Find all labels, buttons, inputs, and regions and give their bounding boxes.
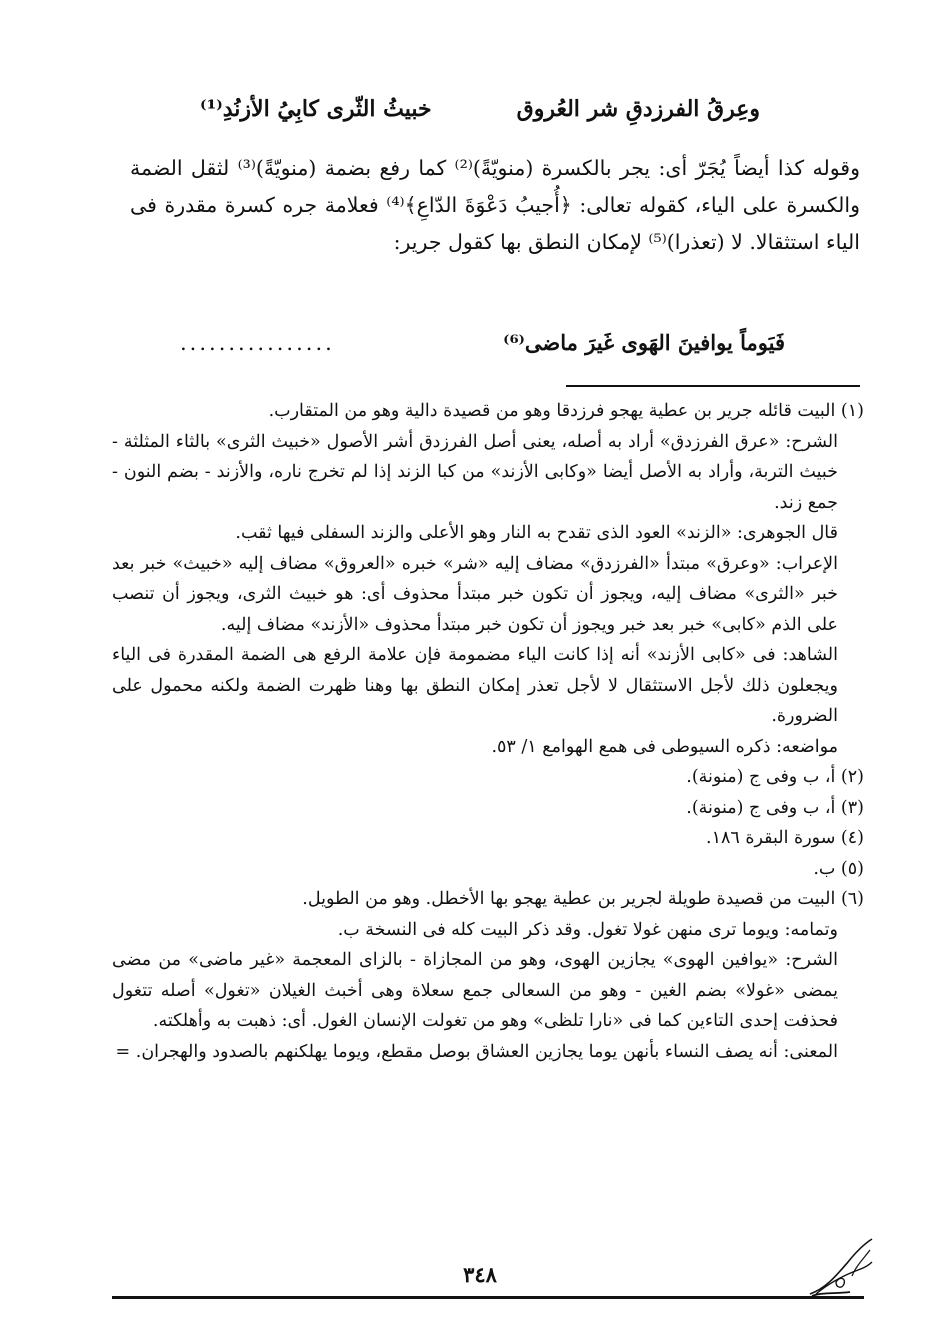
footnote-line: (٢) أ، ب وفى ج (منونة). bbox=[686, 767, 864, 787]
footnote-line: (٥) ب. bbox=[813, 858, 864, 879]
bottom-rule bbox=[112, 1296, 864, 1299]
footnote-line: وتمامه: ويوما ترى منهن غولا تغول. وقد ذكر البيت كله فى النسخة ب. bbox=[337, 919, 838, 940]
verse-left-hemistich: خبيثُ الثّرى كابِيُ الأزنُدِ⁽¹⁾ bbox=[200, 96, 432, 122]
verse-right-hemistich: وعِرقُ الفرزدقِ شر العُروق bbox=[516, 96, 760, 122]
footnote-separator bbox=[566, 385, 860, 387]
poetry-verse bbox=[200, 96, 760, 136]
poetry-verse-second bbox=[180, 330, 785, 366]
page-number: ٣٤٨ bbox=[463, 1262, 497, 1287]
verse-hemistich: فَيَوماً يوافينَ الهَوى غَيرَ ماضى⁽⁶⁾ bbox=[503, 330, 785, 355]
footnote-line: المعنى: أنه يصف النساء بأنهن يوما يجازين العشاق بوصل مقطع، ويوما يهلكنهم بالصدود والهجران. = bbox=[115, 1041, 838, 1062]
footnote-line: مواضعه: ذكره السيوطى فى همع الهوامع ١/ ٥٣. bbox=[491, 736, 838, 757]
footnote-line: (٦) البيت من قصيدة طويلة لجرير بن عطية يهجو بها الأخطل. وهو من الطويل. bbox=[302, 889, 864, 909]
footnote-line: الإعراب: «وعرق» مبتدأ «الفرزدق» مضاف إليه «شر» خبره «العروق» مضاف إليه «خبيث» خبر بعد خبر «الثرى» مضاف إليه، ويجوز أن تكون خبر مبتدأ محذوف أى: هو خبيث الثرى، ويجوز أن تنصب على الذم «كابى» خبر بعد خبر ويجوز أن تكون خبر مبتدأ محذوف «الأزند» مضاف إليه. bbox=[112, 553, 838, 635]
footnote-line: قال الجوهرى: «الزند» العود الذى تقدح به النار وهو الأعلى والزند السفلى فيها ثقب. bbox=[235, 523, 838, 543]
footnote-line: الشرح: «عرق الفرزدق» أراد به أصله، يعنى أصل الفرزدق أشر الأصول «خبيث الثرى» بالثاء المثلثة - خبيث التربة، وأراد به الأصل أيضا «وكابى الأزند» من كبا الزند إذا لم تخرج ناره، والأزند - بضم النون - جمع زند. bbox=[112, 431, 838, 513]
footnotes bbox=[112, 396, 864, 1067]
main-paragraph bbox=[130, 150, 860, 261]
footnote-line: (٤) سورة البقرة ١٨٦. bbox=[705, 828, 864, 848]
footnote-line: (١) البيت قائله جرير بن عطية يهجو فرزدقا وهو من قصيدة دالية وهو من المتقارب. bbox=[268, 401, 864, 421]
main-paragraph-text: وقوله كذا أيضاً يُجَرّ أى: يجر بالكسرة (منويّةً)⁽²⁾ كما رفع بضمة (منويّةً)⁽³⁾ لثقل الضمة والكسرة على الياء، كقوله تعالى: ﴿أُجيبُ دَعْوَةَ الدّاعِ﴾⁽⁴⁾ فعلامة جره كسرة مقدرة فى الياء استثقالا. لا (تعذرا)⁽⁵⁾ لإمكان النطق بها كقول جرير: bbox=[130, 156, 860, 254]
footnote-line: (٣) أ، ب وفى ج (منونة). bbox=[686, 797, 864, 818]
footnote-line: الشرح: «يوافين الهوى» يجازين الهوى، وهو من المجازاة - بالزاى المعجمة «غير ماضى» من مضى يمضى «غولا» بضم الغين - وهو من السعالى جمع سعلاة وهى أخبث الغيلان «تغول» أصله تتغول فحذفت إحدى التاءين كما فى «نارا تلظى» وهو من تغولت الإنسان الغول. أى: ذهبت به وأهلكته. bbox=[112, 950, 838, 1031]
verse-ellipsis: ................ bbox=[180, 331, 335, 355]
flourish-ornament-icon bbox=[806, 1236, 876, 1298]
footnote-line: الشاهد: فى «كابى الأزند» أنه إذا كانت الياء مضمومة فإن علامة الرفع هى الضمة المقدرة فى الياء ويجعلون ذلك لأجل الاستثقال لا لأجل تعذر إمكان النطق بها وهنا ظهرت الضمة ولكنه محمول على الضرورة. bbox=[112, 645, 838, 726]
